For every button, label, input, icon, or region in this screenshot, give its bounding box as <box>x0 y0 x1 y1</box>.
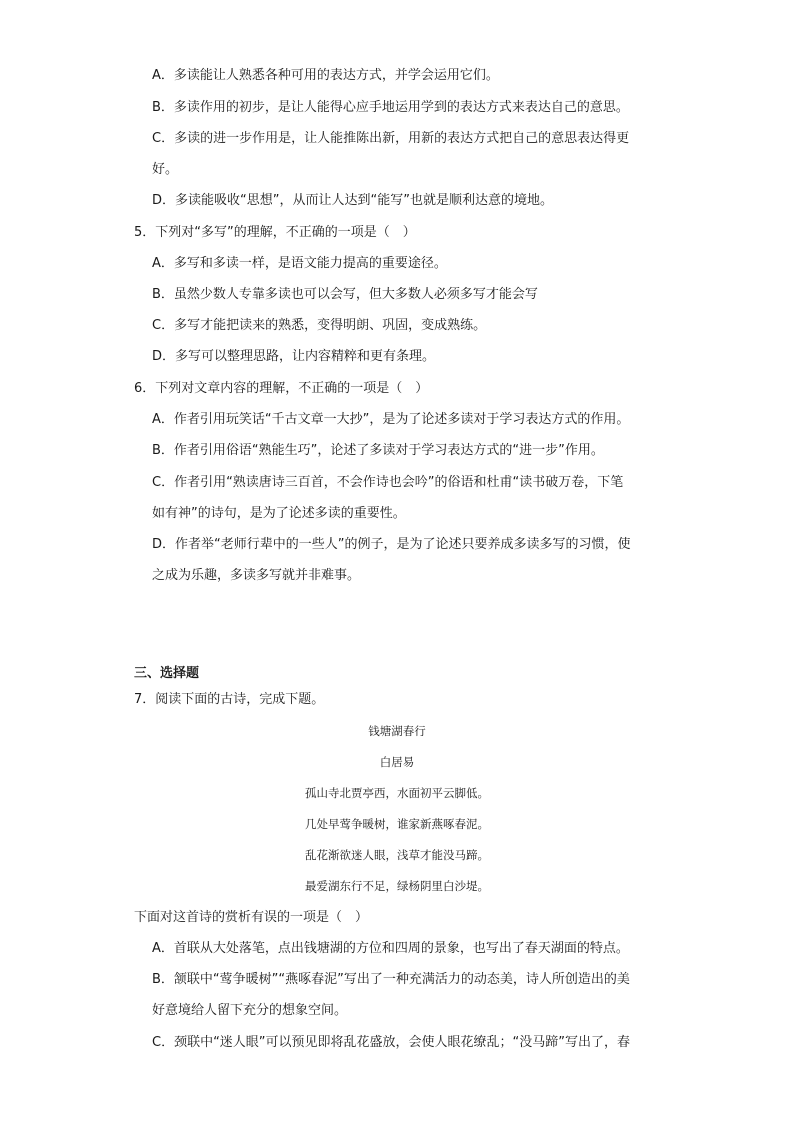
q4-option-d: D．多读能吸收“思想”，从而让人达到“能写”也就是顺利达意的境地。 <box>152 193 553 208</box>
poem-line: 最爱湖东行不足，绿杨阴里白沙堤。 <box>305 879 489 893</box>
q7-option-b-continued: 好意境给人留下充分的想象空间。 <box>152 1003 348 1018</box>
q7-option-a: A．首联从大处落笔，点出钱塘湖的方位和四周的景象，也写出了春天湖面的特点。 <box>152 941 629 956</box>
q6-option-c-continued: 如有神”的诗句，是为了论述多读的重要性。 <box>152 506 406 521</box>
q6-stem: 6．下列对文章内容的理解，不正确的一项是（ ） <box>134 381 429 396</box>
q4-option-b: B．多读作用的初步，是让人能得心应手地运用学到的表达方式来表达自己的意思。 <box>152 100 629 115</box>
q6-option-c: C．作者引用“熟读唐诗三百首，不会作诗也会吟”的俗语和杜甫“读书破万卷，下笔 <box>152 475 624 490</box>
poem-line: 几处早莺争暖树，谁家新燕啄春泥。 <box>305 817 489 831</box>
q7-sub-question: 下面对这首诗的赏析有误的一项是（ ） <box>134 910 369 925</box>
q5-option-c: C．多写才能把读来的熟悉，变得明朗、巩固，变成熟练。 <box>152 318 487 333</box>
poem-line: 乱花渐欲迷人眼，浅草才能没马蹄。 <box>305 848 489 862</box>
q5-option-d: D．多写可以整理思路，让内容精粹和更有条理。 <box>152 349 436 364</box>
q4-option-a: A．多读能让人熟悉各种可用的表达方式，并学会运用它们。 <box>152 68 499 83</box>
poem-title: 钱塘湖春行 <box>368 724 426 738</box>
poem-author: 白居易 <box>379 755 415 769</box>
q6-option-d: D．作者举“老师行辈中的一些人”的例子，是为了论述只要养成多读多写的习惯，使 <box>152 537 631 552</box>
q6-option-d-continued: 之成为乐趣，多读多写就并非难事。 <box>152 568 361 583</box>
q7-stem: 7．阅读下面的古诗，完成下题。 <box>134 692 325 707</box>
section-heading: 三、选择题 <box>134 666 200 681</box>
q4-option-c: C．多读的进一步作用是，让人能推陈出新，用新的表达方式把自己的意思表达得更 <box>152 131 630 146</box>
poem-line: 孤山寺北贾亭西，水面初平云脚低。 <box>305 786 489 800</box>
q6-option-b: B．作者引用俗语“熟能生巧”，论述了多读对于学习表达方式的“进一步”作用。 <box>152 443 604 458</box>
q6-option-a: A．作者引用玩笑话“千古文章一大抄”，是为了论述多读对于学习表达方式的作用。 <box>152 412 630 427</box>
q5-stem: 5．下列对“多写”的理解，不正确的一项是（ ） <box>134 225 416 240</box>
q5-option-a: A．多写和多读一样，是语文能力提高的重要途径。 <box>152 256 447 271</box>
q7-option-b: B．颔联中“莺争暖树”“燕啄春泥”写出了一种充满活力的动态美，诗人所创造出的美 <box>152 972 630 987</box>
q4-option-c-continued: 好。 <box>152 162 179 177</box>
q7-option-c: C．颈联中“迷人眼”可以预见即将乱花盛放，会使人眼花缭乱；“没马蹄”写出了，春 <box>152 1035 631 1050</box>
q5-option-b: B．虽然少数人专靠多读也可以会写，但大多数人必须多写才能会写 <box>152 287 538 302</box>
